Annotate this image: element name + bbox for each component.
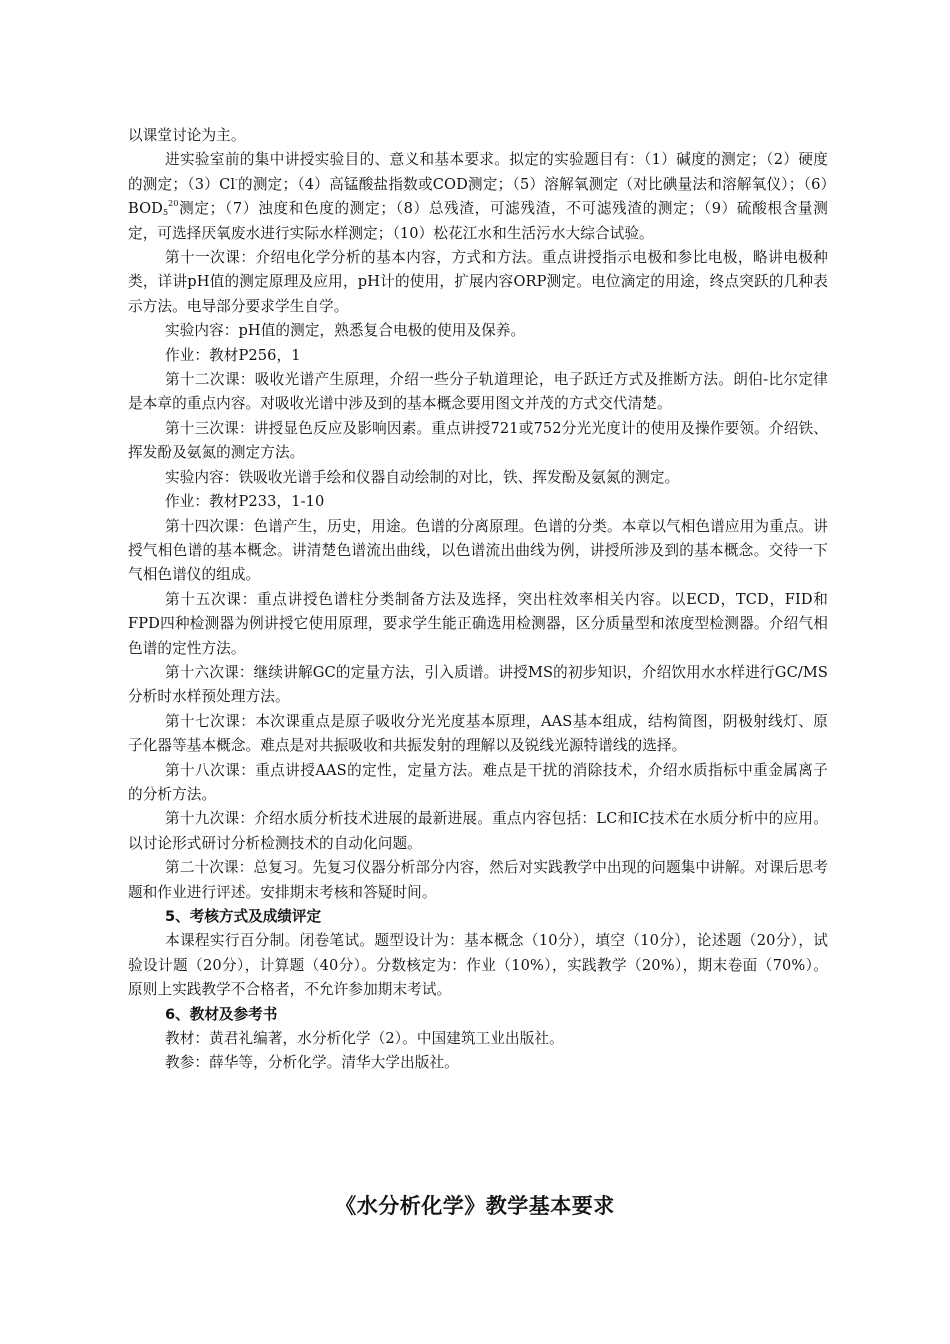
experiments-text-b: 的测定；（4）高锰酸盐指数或COD测定；（5）溶解氧测定（对比碘量法和溶解氧仪）；（6）BOD bbox=[128, 175, 828, 218]
paragraph-lesson-13-homework: 作业：教材P233，1-10 bbox=[165, 493, 325, 511]
paragraph-lesson-13-experiment: 实验内容：铁吸收光谱手绘和仪器自动绘制的对比，铁、挥发酚及氨氮的测定。 bbox=[165, 468, 680, 486]
bod-subscript: 5 bbox=[162, 208, 169, 218]
paragraph-lesson-16: 第十六次课：继续讲解GC的定量方法，引入质谱。讲授MS的初步知识，介绍饮用水水样进行GC/MS分析时水样预处理方法。 bbox=[128, 663, 828, 706]
paragraph-lesson-11-homework: 作业：教材P256，1 bbox=[165, 346, 301, 364]
paragraph-lesson-17: 第十七次课：本次课重点是原子吸收分光光度基本原理，AAS基本组成，结构简图，阴极射线灯、原子化器等基本概念。难点是对共振吸收和共振发射的理解以及锐线光源特谱线的选择。 bbox=[128, 712, 828, 755]
document-title: 《水分析化学》教学基本要求 bbox=[335, 1194, 615, 1218]
paragraph-lesson-13: 第十三次课：讲授显色反应及影响因素。重点讲授721或752分光光度计的使用及操作要领。介绍铁、挥发酚及氨氮的测定方法。 bbox=[128, 419, 828, 462]
experiments-text-a: 进实验室前的集中讲授实验目的、意义和基本要求。拟定的实验题目有：（1）碱度的测定；（2）硬度的测定；（3）Cl bbox=[128, 151, 828, 193]
paragraph-lesson-14: 第十四次课：色谱产生，历史，用途。色谱的分离原理。色谱的分类。本章以气相色谱应用为重点。讲授气相色谱的基本概念。讲清楚色谱流出曲线，以色谱流出曲线为例，讲授所涉及到的基本概念。交待一下气相色谱仪的组成。 bbox=[128, 517, 828, 584]
paragraph-lesson-12: 第十二次课：吸收光谱产生原理，介绍一些分子轨道理论，电子跃迁方式及推断方法。朗伯-比尔定律是本章的重点内容。对吸收光谱中涉及到的基本概念要用图文并茂的方式交代清楚。 bbox=[128, 371, 828, 413]
paragraph-lesson-20: 第二十次课：总复习。先复习仪器分析部分内容，然后对实践教学中出现的问题集中讲解。对课后思考题和作业进行评述。安排期末考核和答疑时间。 bbox=[128, 859, 828, 901]
paragraph-textbook: 教材：黄君礼编著，水分析化学（2）。中国建筑工业出版社。 bbox=[165, 1030, 564, 1048]
chloride-superscript: - bbox=[235, 174, 238, 184]
paragraph-lesson-11: 第十一次课：介绍电化学分析的基本内容，方式和方法。重点讲授指示电极和参比电极，略讲电极种类，详讲pH值的测定原理及应用，pH计的使用，扩展内容ORP测定。电位滴定的用途，终点突跃的几种表示方法。电导部分要求学生自学。 bbox=[128, 249, 828, 315]
document-body bbox=[128, 124, 828, 1076]
section-heading-textbooks: 6、教材及参考书 bbox=[165, 1005, 278, 1023]
paragraph-assessment: 本课程实行百分制。闭卷笔试。题型设计为：基本概念（10分），填空（10分），论述题（20分），试验设计题（20分），计算题（40分）。分数核定为：作业（10%），实践教学（20%），期末卷面（70%）。原则上实践教学不合格者，不允许参加期末考试。 bbox=[128, 932, 828, 999]
paragraph-lesson-19: 第十九次课：介绍水质分析技术进展的最新进展。重点内容包括：LC和IC技术在水质分析中的应用。以讨论形式研讨分析检测技术的自动化问题。 bbox=[128, 810, 828, 852]
paragraph-intro: 以课堂讨论为主。 bbox=[128, 127, 246, 144]
paragraph-lesson-18: 第十八次课：重点讲授AAS的定性，定量方法。难点是干扰的消除技术，介绍水质指标中重金属离子的分析方法。 bbox=[128, 761, 828, 803]
paragraph-lesson-11-experiment: 实验内容：pH值的测定，熟悉复合电极的使用及保养。 bbox=[165, 322, 526, 340]
experiments-text-c: 测定；（7）浊度和色度的测定；（8）总残渣，可滤残渣，不可滤残渣的测定；（9）硫酸根含量测定，可选择厌氧废水进行实际水样测定；（10）松花江水和生活污水大综合试验。 bbox=[128, 200, 828, 242]
paragraph-experiments bbox=[128, 148, 828, 246]
section-heading-assessment: 5、考核方式及成绩评定 bbox=[165, 908, 322, 925]
paragraph-lesson-15: 第十五次课：重点讲授色谱柱分类制备方法及选择，突出柱效率相关内容。以ECD，TCD，FID和FPD四种检测器为例讲授它使用原理，要求学生能正确选用检测器，区分质量型和浓度型检测器。介绍气相色谱的定性方法。 bbox=[128, 590, 828, 657]
bod-superscript: 20 bbox=[168, 199, 179, 209]
paragraph-reference: 教参：薛华等，分析化学。清华大学出版社。 bbox=[165, 1054, 459, 1072]
